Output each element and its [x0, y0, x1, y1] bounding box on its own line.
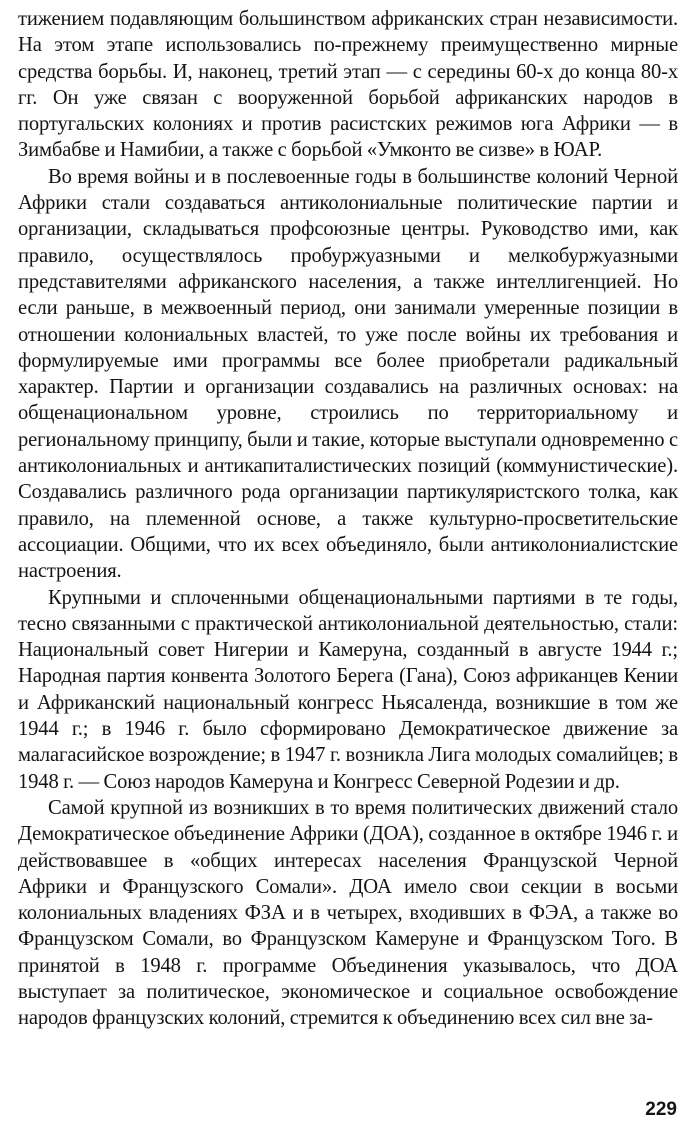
paragraph-2: Во время войны и в послевоенные годы в большинстве колоний Черной Африки стали создаваться антиколониальные политические партии и организации, складываться профсоюзные центры. Руководство ими, как правило, осуществлялось пробуржуазными и мелкобуржуазными представителями африканского населения, а также интеллигенцией. Но если раньше, в межвоенный период, они занимали умеренные позиции в отношении колониальных властей, то уже после войны их требования и формулируемые ими программы все более приобретали радикальный характер. Партии и организации создавались на различных основах: на общенациональном уровне, строились по территориальному и региональному принципу, были и такие, которые выступали одновременно с антиколониальных и антикапиталистических позиций (коммунистические). Создавались различного рода организации партикуляристского толка, как правило, на племенной основе, а также культурно-просветительские ассоциации. Общими, что их всех объединяло, были антиколониалистские настроения.: [18, 165, 678, 583]
paragraph-1: тижением подавляющим большинством африканских стран независимости. На этом этапе использовались по-прежнему преимущественно мирные средства борьбы. И, наконец, третий этап — с середины 60-х до конца 80-х гг. Он уже связан с вооруженной борьбой африканских народов в португальских колониях и против расистских режимов юга Африки — в Зимбабве и Намибии, а также с борьбой «Умконто ве сизве» в ЮАР.: [18, 8, 678, 162]
page-body: [18, 6, 678, 1032]
paragraph-4: Самой крупной из возникших в то время политических движений стало Демократическое объединение Африки (ДОА), созданное в октябре 1946 г. и действовавшее в «общих интересах населения Французской Черной Африки и Французского Сомали». ДОА имело свои секции в восьми колониальных владениях ФЗА и в четырех, входивших в ФЭА, а также во Французском Сомали, во Французском Камеруне и Французском Того. В принятой в 1948 г. программе Объединения указывалось, что ДОА выступает за политическое, экономическое и социальное освобождение народов французских колоний, стремится к объединению всех сил вне за-: [18, 796, 678, 1030]
paragraph-3: Крупными и сплоченными общенациональными партиями в те годы, тесно связанными с практической антиколониальной деятельностью, стали: Национальный совет Нигерии и Камеруна, созданный в августе 1944 г.; Народная партия конвента Золотого Берега (Гана), Союз африканцев Кении и Африканский национальный конгресс Ньясаленда, возникшие в том же 1944 г.; в 1946 г. было сформировано Демократическое движение за малагасийское возрождение; в 1947 г. возникла Лига молодых сомалийцев; в 1948 г. — Союз народов Камеруна и Конгресс Северной Родезии и др.: [18, 586, 678, 793]
page-number: 229: [645, 1099, 677, 1120]
